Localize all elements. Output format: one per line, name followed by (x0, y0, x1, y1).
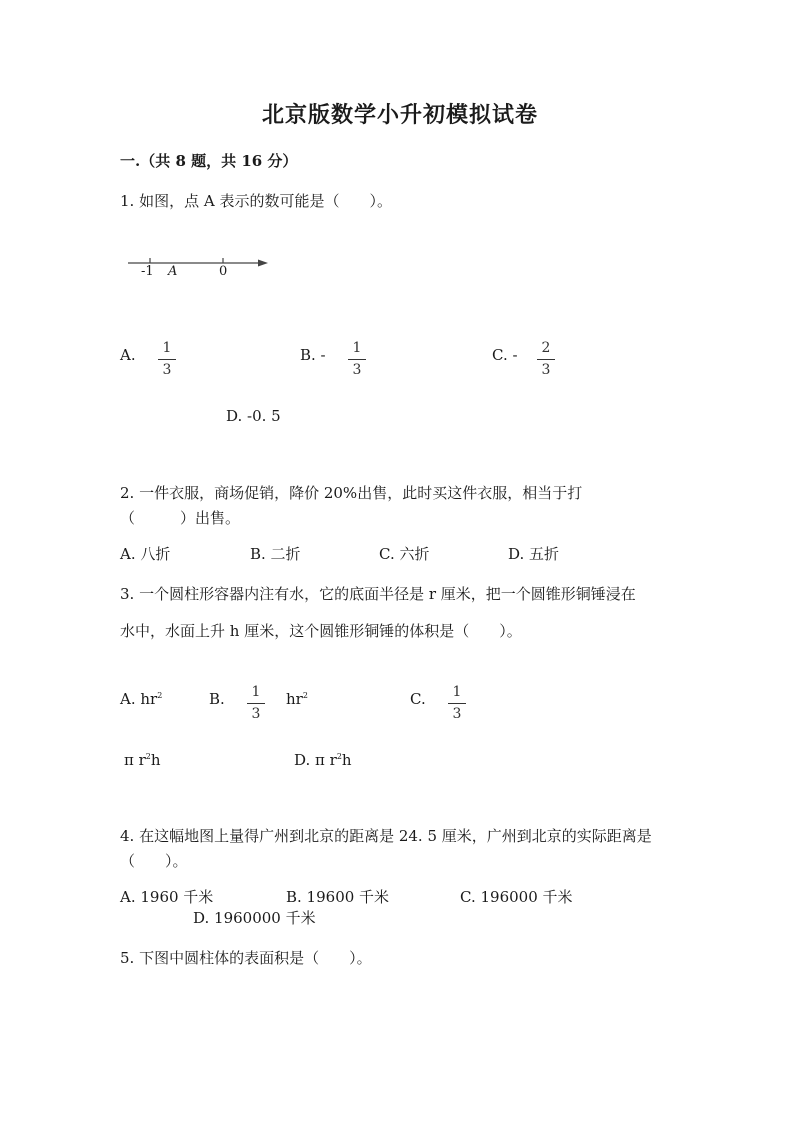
number-line-label-a: A (168, 264, 178, 279)
question-2-stem-line-2: （ ）出售。 (120, 509, 241, 527)
q3-option-c-expression (124, 751, 161, 769)
q2-option-c[interactable]: C. 六折 (379, 545, 430, 563)
fraction-numerator: 1 (162, 340, 172, 356)
question-3-stem-line-2: 水中，水面上升 h 厘米，这个圆锥形铜锤的体积是（ ）。 (120, 622, 522, 640)
q3-option-b-prefix[interactable]: B. (209, 690, 225, 708)
fraction-denominator: 3 (541, 362, 551, 378)
q3-option-c-expression-text: π r (124, 751, 146, 769)
fraction-numerator: 2 (541, 340, 551, 356)
exponent: 2 (302, 691, 308, 700)
fraction-numerator: 1 (352, 340, 362, 356)
q3-option-a[interactable] (120, 690, 162, 708)
section-header: 一.（共 8 题，共 16 分） (120, 152, 298, 170)
q1-option-b-fraction (347, 340, 367, 379)
q1-option-b-prefix[interactable]: B. - (300, 346, 326, 364)
q4-option-d[interactable]: D. 1960000 千米 (193, 909, 316, 927)
q1-option-a-fraction (157, 340, 177, 379)
exponent: 2 (145, 752, 151, 761)
q2-option-d[interactable]: D. 五折 (508, 545, 560, 563)
q2-option-a[interactable]: A. 八折 (120, 545, 171, 563)
q1-option-c-prefix[interactable]: C. - (492, 346, 518, 364)
q1-option-c-fraction (536, 340, 556, 379)
q3-option-c-expression-tail: h (150, 751, 161, 769)
number-line-arrow (258, 260, 268, 267)
q3-option-d[interactable] (294, 751, 352, 769)
number-line-label-minus-one: -1 (141, 264, 154, 279)
question-4-stem-line-2: （ ）。 (120, 852, 188, 870)
q3-option-a-text: A. hr (120, 690, 158, 708)
q3-option-b-fraction (246, 684, 266, 723)
fraction-denominator: 3 (452, 706, 462, 722)
exponent: 2 (157, 691, 163, 700)
question-2-stem-line-1: 2. 一件衣服，商场促销，降价 20%出售，此时买这件衣服，相当于打 (120, 484, 583, 502)
fraction-denominator: 3 (352, 362, 362, 378)
q4-option-c[interactable]: C. 196000 千米 (460, 888, 573, 906)
number-line-label-zero: 0 (219, 264, 228, 279)
question-4-stem-line-1: 4. 在这幅地图上量得广州到北京的距离是 24. 5 厘米，广州到北京的实际距离是 (120, 827, 652, 845)
fraction-numerator: 1 (251, 684, 261, 700)
q3-option-c-fraction (447, 684, 467, 723)
question-5-stem: 5. 下图中圆柱体的表面积是（ ）。 (120, 949, 372, 967)
q3-option-b-text (286, 690, 308, 708)
q1-option-a-prefix[interactable]: A. (120, 346, 136, 364)
fraction-denominator: 3 (162, 362, 172, 378)
page-title: 北京版数学小升初模拟试卷 (261, 102, 538, 128)
q3-option-d-text: D. π r (294, 751, 337, 769)
q3-option-c-prefix[interactable]: C. (410, 690, 426, 708)
fraction-denominator: 3 (251, 706, 261, 722)
fraction-numerator: 1 (452, 684, 462, 700)
q2-option-b[interactable]: B. 二折 (250, 545, 301, 563)
q3-option-d-tail: h (341, 751, 352, 769)
q3-option-b-expression: hr (286, 690, 303, 708)
exponent: 2 (336, 752, 342, 761)
question-3-stem-line-1: 3. 一个圆柱形容器内注有水，它的底面半径是 r 厘米，把一个圆锥形铜锤浸在 (120, 585, 636, 603)
q4-option-b[interactable]: B. 19600 千米 (286, 888, 390, 906)
question-1-stem: 1. 如图，点 A 表示的数可能是（ ）。 (120, 192, 392, 210)
q1-option-d[interactable]: D. -0. 5 (226, 407, 281, 425)
q4-option-a[interactable]: A. 1960 千米 (120, 888, 214, 906)
